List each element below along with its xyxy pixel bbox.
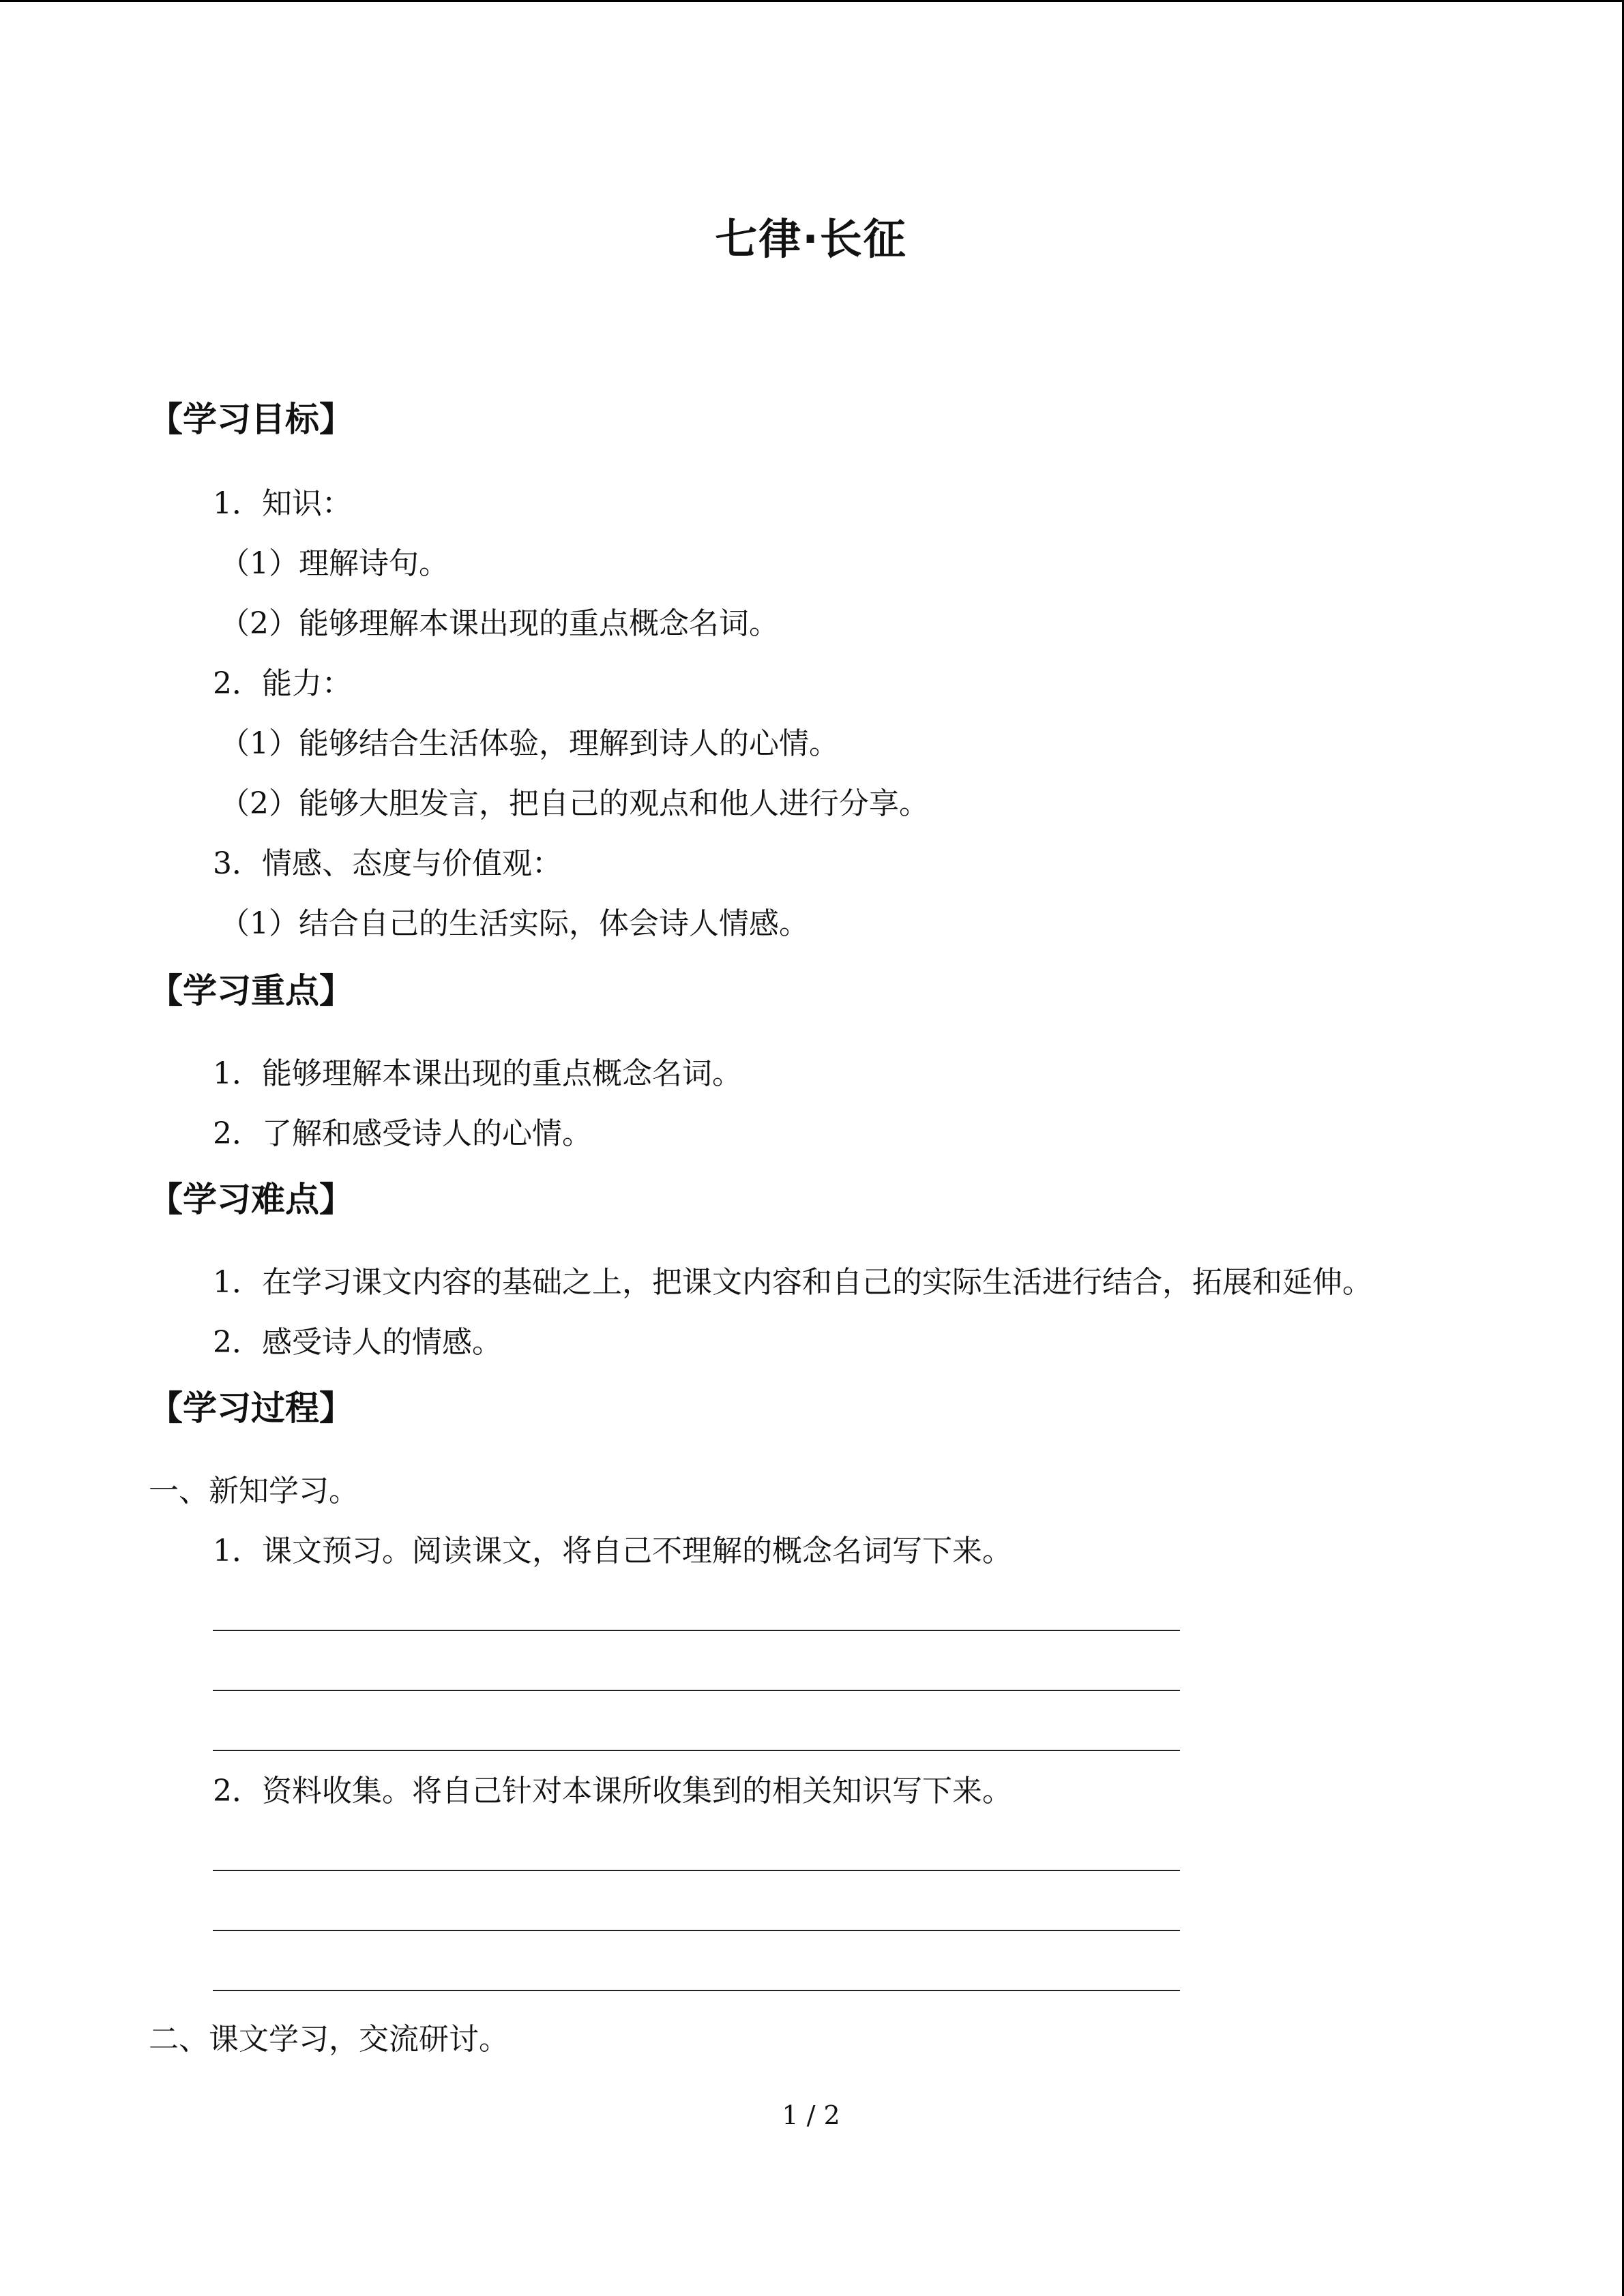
objective-item: （1）能够结合生活体验，理解到诗人的心情。 [220,726,839,761]
answer-line [213,1930,1180,1931]
objective-item: （1）理解诗句。 [220,546,449,581]
answer-line [213,1750,1180,1751]
process-part-two: 二、课文学习，交流研讨。 [149,2022,509,2057]
objective-item: （2）能够理解本课出现的重点概念名词。 [220,606,779,641]
process-part-one: 一、新知学习。 [149,1474,359,1508]
heading-difficulties: 【学习难点】 [149,1180,353,1219]
heading-key-points: 【学习重点】 [149,971,353,1011]
difficulty-item: 1．在学习课文内容的基础之上，把课文内容和自己的实际生活进行结合，拓展和延伸。 [213,1265,1372,1300]
difficulty-item: 2．感受诗人的情感。 [213,1325,502,1360]
task-preview: 1．课文预习。阅读课文，将自己不理解的概念名词写下来。 [213,1534,1012,1568]
answer-line [213,1630,1180,1631]
page-number: 1 / 2 [782,2100,840,2130]
objective-item: （2）能够大胆发言，把自己的观点和他人进行分享。 [220,786,929,821]
heading-process: 【学习过程】 [149,1388,353,1428]
key-point-item: 1．能够理解本课出现的重点概念名词。 [213,1056,742,1091]
objective-item: （1）结合自己的生活实际，体会诗人情感。 [220,906,809,941]
answer-line [213,1990,1180,1991]
objective-item: 3．情感、态度与价值观： [213,846,562,881]
objective-item: 1．知识： [213,486,352,521]
answer-line [213,1870,1180,1871]
heading-objectives: 【学习目标】 [149,400,353,439]
key-point-item: 2．了解和感受诗人的心情。 [213,1116,592,1151]
task-research: 2．资料收集。将自己针对本课所收集到的相关知识写下来。 [213,1774,1012,1808]
objective-item: 2．能力： [213,666,352,701]
page-title: 七律·长征 [715,214,907,264]
answer-line [213,1690,1180,1691]
